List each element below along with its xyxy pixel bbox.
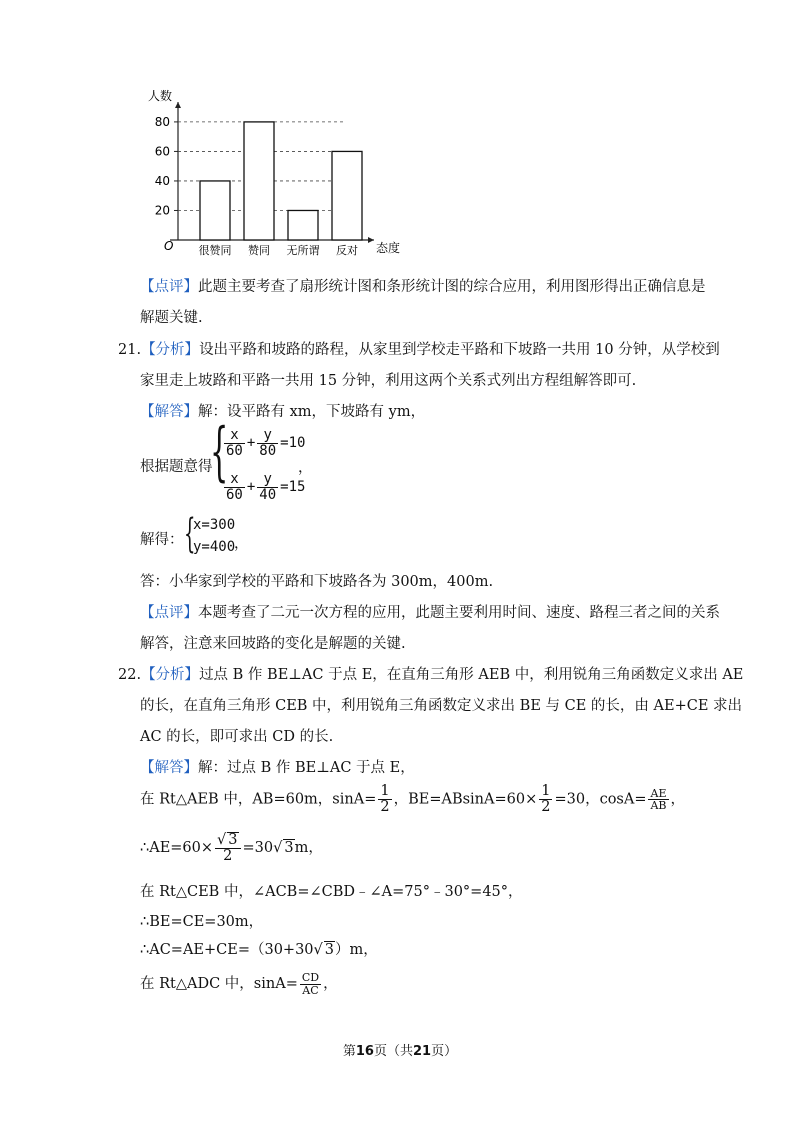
answer-text: 解：过点 B 作 BE⊥AC 于点 E， <box>198 760 415 776</box>
analysis-text: 过点 B 作 BE⊥AC 于点 E，在直角三角形 AEB 中，利用锐角三角函数定义求出 AE <box>199 667 744 683</box>
bar <box>244 122 274 240</box>
analysis-text: 设出平路和坡路的路程，从家里到学校走平路和下坡路一共用 10 分钟，从学校到 <box>199 342 720 358</box>
solution-x: x=300 <box>193 517 236 533</box>
y-axis-label: 人数 <box>147 89 172 103</box>
p20-comment-line1 <box>140 275 706 296</box>
comment-text: 此题主要考查了扇形统计图和条形统计图的综合应用，利用图形得出正确信息是 <box>198 279 706 295</box>
equation-2: $\frac{x}{60}$ + $\frac{y}{40}$ =15 <box>226 471 306 503</box>
x-tick-label: 反对 <box>336 244 358 257</box>
y-tick-label: 60 <box>154 144 170 159</box>
p21-comment-line1 <box>140 601 720 622</box>
page-footer: 第16页（共21页） <box>342 1044 458 1059</box>
p21-answer-line1 <box>140 400 425 421</box>
y-tick-label: 80 <box>154 114 170 129</box>
answer-tag: 【解答】 <box>140 760 198 776</box>
p21-analysis-line2: 家里走上坡路和平路一共用 15 分钟，利用这两个关系式列出方程组解答即可. <box>140 373 637 389</box>
p22-step-1: 在 Rt△AEB 中，AB=60m，sinA= $\frac{1}{2}$ ，BE=ABsinA=60× $\frac{1}{2}$ =30，cosA= $\frac{AE}{AB}$ ， <box>140 783 686 816</box>
x-tick-label: 很赞同 <box>198 244 232 257</box>
p20-comment-line2: 解题关键. <box>140 310 203 326</box>
p21-analysis-line1 <box>118 338 720 359</box>
p22-analysis-line2: 的长，在直角三角形 CEB 中，利用锐角三角函数定义求出 BE 与 CE 的长，由 AE+CE 求出 <box>140 698 743 714</box>
p21-comment-line2: 解答，注意来回坡路的变化是解题的关键. <box>140 636 406 652</box>
comment-tag: 【点评】 <box>140 605 198 621</box>
solution-comma: ， <box>234 536 249 552</box>
analysis-tag: 【分析】 <box>141 342 200 358</box>
x-tick-label: 赞同 <box>248 244 270 257</box>
by-meaning-label: 根据题意得 <box>140 459 213 475</box>
p21-final-answer: 答：小华家到学校的平路和下坡路各为 300m，400m. <box>140 574 494 590</box>
y-axis-arrow <box>175 102 181 108</box>
y-tick-label: 20 <box>154 203 170 218</box>
x-tick-label: 无所谓 <box>286 244 320 257</box>
p22-step-2: ∴AE=60× $\frac{√ 3}{2}$ =30√ 3m， <box>140 832 323 865</box>
answer-text: 解：设平路有 xm，下坡路有 ym， <box>198 404 426 420</box>
bar <box>200 181 230 240</box>
solution-brace: { <box>184 511 196 557</box>
equation-comma: ， <box>298 460 313 476</box>
solve-label: 解得： <box>140 532 184 548</box>
p22-step-3: 在 Rt△CEB 中，∠ACB=∠CBD﹣∠A=75°﹣30°=45°， <box>140 884 523 900</box>
p22-step-5: ∴AC=AE+CE=（30+30√ 3）m， <box>140 942 378 958</box>
p22-step-4: ∴BE=CE=30m， <box>140 914 264 930</box>
problem-number: 21. <box>118 342 142 358</box>
p22-answer-line1 <box>140 756 415 777</box>
y-tick-label: 40 <box>154 173 170 188</box>
bar-chart <box>130 88 420 268</box>
page-total: 21 <box>413 1044 432 1059</box>
p22-analysis-line3: AC 的长，即可求出 CD 的长. <box>140 729 334 745</box>
p22-analysis-line1 <box>118 663 743 684</box>
x-axis-arrow <box>368 237 374 243</box>
problem-number: 22. <box>118 667 142 683</box>
comment-text: 本题考查了二元一次方程的应用，此题主要利用时间、速度、路程三者之间的关系 <box>198 605 720 621</box>
page-number: 16 <box>355 1044 374 1059</box>
comment-tag: 【点评】 <box>140 279 198 295</box>
bar <box>332 151 362 240</box>
analysis-tag: 【分析】 <box>141 667 200 683</box>
origin-label: O <box>164 239 174 253</box>
bar <box>288 210 318 240</box>
equation-1: $\frac{x}{60}$ + $\frac{y}{80}$ =10 <box>226 427 306 459</box>
answer-tag: 【解答】 <box>140 404 198 420</box>
p22-step-6: 在 Rt△ADC 中，sinA= $\frac{CD}{AC}$ ， <box>140 971 338 997</box>
left-brace: { <box>210 415 229 489</box>
solution-y: y=400 <box>193 539 236 555</box>
x-axis-label: 态度 <box>376 241 401 255</box>
